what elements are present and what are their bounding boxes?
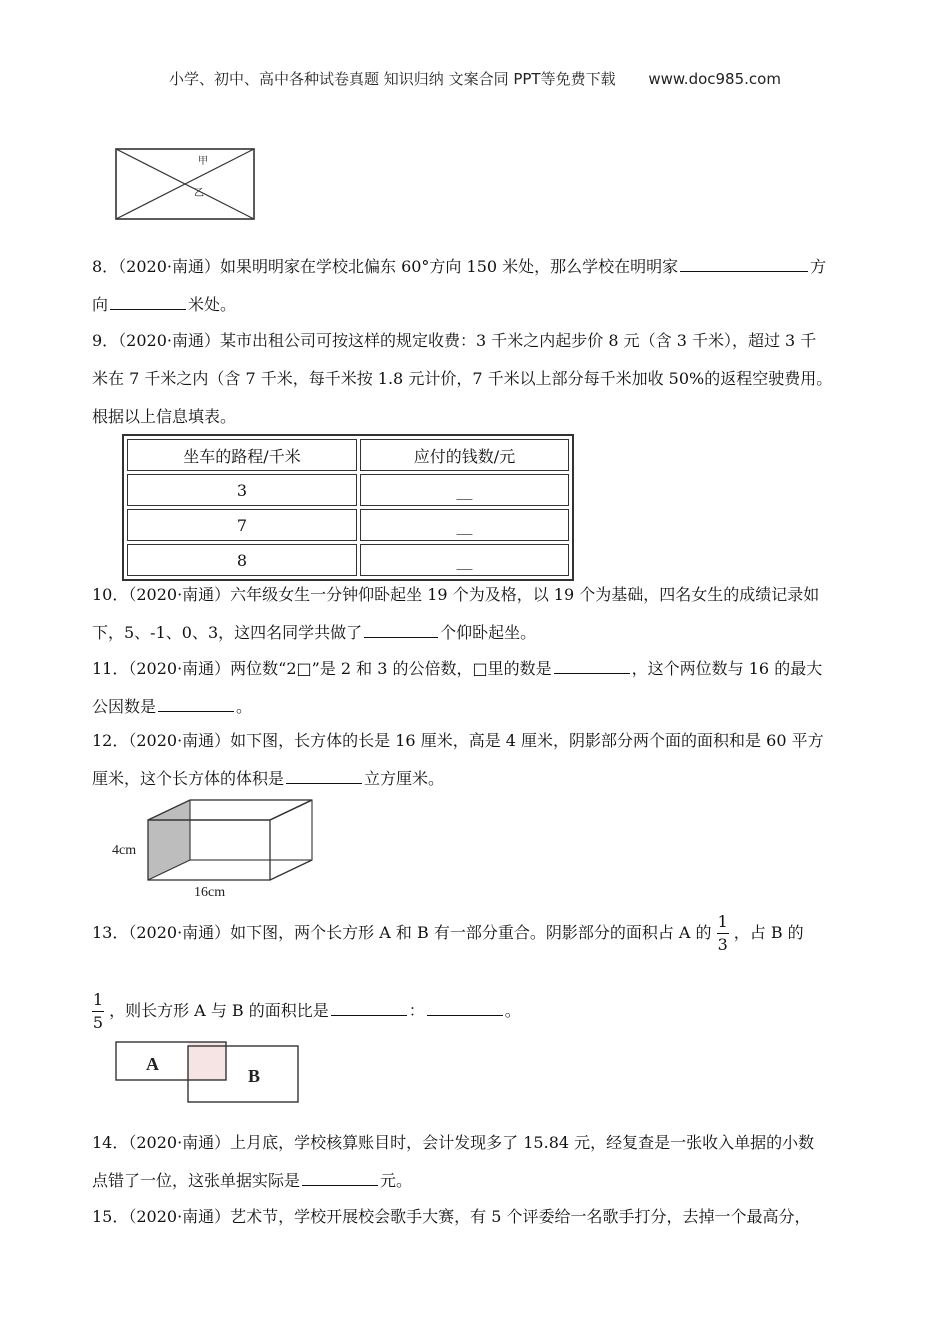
question-8: 8．（2020·南通）如果明明家在学校北偏东 60°方向 150 米处，那么学校在明明家 方 向 米处。 <box>92 248 862 324</box>
table-cell-distance: 7 <box>127 509 357 541</box>
cuboid-length-label: 16cm <box>194 885 226 900</box>
question-13: 13．（2020·南通）如下图，两个长方形 A 和 B 有一部分重合。阴影部分的面积占 A 的 $\frac{1}{3}$ ，占 B 的 <box>92 912 804 954</box>
question-14: 14．（2020·南通）上月底，学校核算账目时，会计发现多了 15.84 元，经复查是一张收入单据的小数 点错了一位，这张单据实际是 元。 <box>92 1133 815 1190</box>
table-header-row <box>127 439 569 471</box>
table-row <box>127 509 569 541</box>
question-13-line2: $\frac{1}{5}$ ，则长方形 A 与 B 的面积比是 ： 。 <box>92 990 521 1032</box>
table-cell-cost[interactable]: __ <box>360 544 569 576</box>
question-15: 15．（2020·南通）艺术节，学校开展校会歌手大赛，有 5 个评委给一名歌手打分，去掉一个最高分， <box>92 1207 811 1226</box>
table-header-cell: 坐车的路程/千米 <box>127 439 357 471</box>
figure-cuboid <box>110 796 330 900</box>
fare-table <box>122 434 574 581</box>
cuboid-height-label: 4cm <box>112 843 137 858</box>
figure-label-yi: 乙 <box>194 188 204 199</box>
page-header <box>0 68 950 89</box>
figure-label-jia: 甲 <box>198 156 208 167</box>
answer-blank[interactable] <box>110 291 186 310</box>
answer-blank[interactable] <box>286 765 362 784</box>
answer-blank[interactable] <box>158 693 234 712</box>
table-row <box>127 474 569 506</box>
table-row <box>127 544 569 576</box>
table-cell-distance: 3 <box>127 474 357 506</box>
rect-label-a: A <box>146 1054 159 1074</box>
table-cell-cost[interactable]: __ <box>360 509 569 541</box>
answer-blank[interactable] <box>302 1167 378 1186</box>
fraction-one-fifth: $\frac{1}{5}$ <box>92 990 104 1032</box>
figure-rectangle-diagonals <box>114 146 258 222</box>
rect-label-b: B <box>248 1066 261 1086</box>
answer-blank[interactable] <box>331 997 407 1016</box>
table-cell-distance: 8 <box>127 544 357 576</box>
fraction-one-third: $\frac{1}{3}$ <box>717 912 728 954</box>
answer-blank[interactable] <box>364 619 438 638</box>
figure-overlapping-rectangles <box>114 1040 304 1106</box>
question-12: 12．（2020·南通）如下图，长方体的长是 16 厘米，高是 4 厘米，阴影部分两个面的面积和是 60 平方 厘米，这个长方体的体积是 立方厘米。 <box>92 731 824 788</box>
header-url: www.doc985.com <box>648 70 781 88</box>
table-header-cell: 应付的钱数/元 <box>360 439 569 471</box>
answer-blank[interactable] <box>554 655 630 674</box>
table-cell-cost[interactable]: __ <box>360 474 569 506</box>
answer-blank[interactable] <box>427 997 503 1016</box>
question-9: 9．（2020·南通）某市出租公司可按这样的规定收费：3 千米之内起步价 8 元（含 3 千米），超过 3 千 米在 7 千米之内（含 7 千米，每千米按 1.8 元计价，7 千米以上部分每千米加收 50%的返程空驶费用。 根据以上信息填表。 <box>92 331 833 426</box>
answer-blank[interactable] <box>680 253 808 272</box>
question-11: 11．（2020·南通）两位数“2□”是 2 和 3 的公倍数，□里的数是 ，这个两位数与 16 的最大 公因数是 。 <box>92 650 862 726</box>
question-10: 10．（2020·南通）六年级女生一分钟仰卧起坐 19 个为及格，以 19 个为基础，四名女生的成绩记录如 下，5、-1、0、3，这四名同学共做了 个仰卧起坐。 <box>92 585 820 642</box>
header-text: 小学、初中、高中各种试卷真题 知识归纳 文案合同 PPT等免费下载 <box>169 70 616 88</box>
